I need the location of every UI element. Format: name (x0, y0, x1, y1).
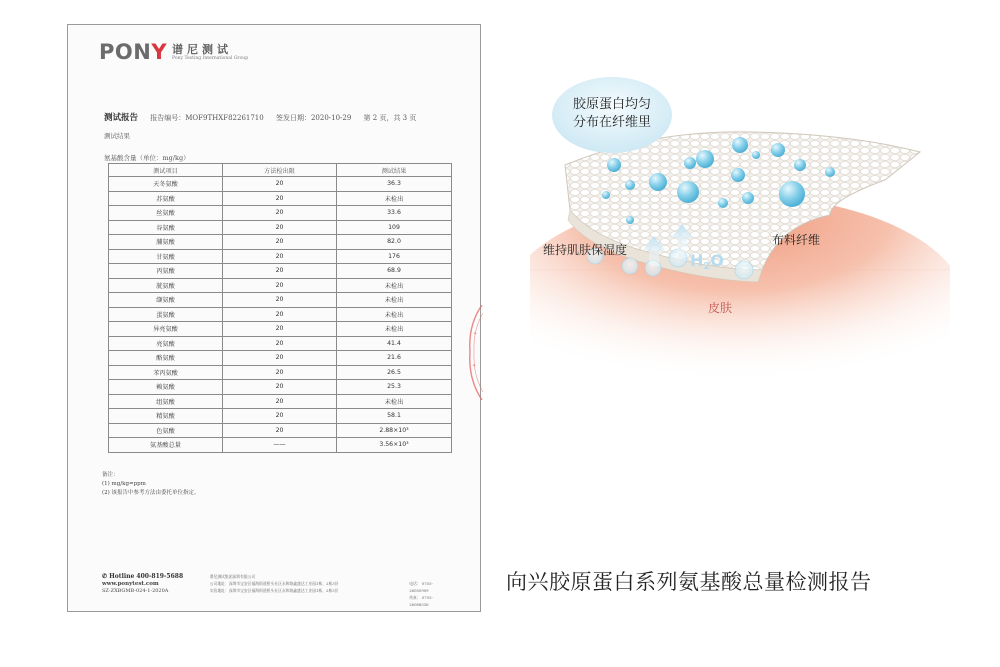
table-row (109, 409, 452, 424)
table-row (109, 264, 452, 279)
cell-limit: 20 (223, 307, 337, 322)
cell-limit: 20 (223, 206, 337, 221)
cell-limit: 20 (223, 409, 337, 424)
cell-limit: 20 (223, 394, 337, 409)
table-row (109, 177, 452, 192)
cell-result: 176 (337, 249, 452, 264)
cell-result: 未检出 (337, 307, 452, 322)
table-header-row (109, 164, 452, 177)
cell-item: 脯氨酸 (109, 235, 223, 250)
cell-item: 胱氨酸 (109, 278, 223, 293)
cell-item: 天冬氨酸 (109, 177, 223, 192)
cell-item: 赖氨酸 (109, 380, 223, 395)
company-name: 谱尼测试集团深圳有限公司 (209, 574, 256, 579)
cell-result: 33.6 (337, 206, 452, 221)
cell-result: 未检出 (337, 394, 452, 409)
table-row (109, 249, 452, 264)
cell-limit: —— (223, 438, 337, 453)
cell-limit: 20 (223, 380, 337, 395)
cell-item: 丝氨酸 (109, 206, 223, 221)
document-code: SZ-ZXBGMB-024-1-2020A (102, 588, 169, 594)
cell-result: 未检出 (337, 191, 452, 206)
cell-limit: 20 (223, 249, 337, 264)
cell-result: 未检出 (337, 293, 452, 308)
cell-result: 未检出 (337, 322, 452, 337)
report-title: 测试报告 (104, 113, 139, 123)
note-method: (2) 该报告中参考方法由委托单位指定。 (102, 490, 200, 496)
cell-limit: 20 (223, 293, 337, 308)
moisture-label: 维持肌肤保湿度 (543, 243, 628, 257)
callout-text-line1: 胶原蛋白均匀 (572, 97, 652, 112)
report-notes (102, 471, 200, 498)
cell-limit: 20 (223, 177, 337, 192)
table-row (109, 423, 452, 438)
cell-item: 氨基酸总量 (109, 438, 223, 453)
svg-text:✦: ✦ (472, 363, 477, 369)
logo-subtitle (172, 44, 248, 62)
cell-limit: 20 (223, 191, 337, 206)
hotline: ✆ Hotline 400-819-5688 (102, 573, 184, 580)
table-row (109, 293, 452, 308)
table-row (109, 380, 452, 395)
table-caption: 氨基酸含量（单位：mg/kg） (104, 154, 190, 162)
cell-result: 3.56×10³ (337, 438, 452, 453)
table-row (109, 235, 452, 250)
cell-result: 21.6 (337, 351, 452, 366)
phone-icon: ✆ (102, 573, 108, 580)
column-header: 方法检出限 (223, 164, 337, 177)
h2o-label: H2O (690, 251, 724, 272)
table-row (109, 191, 452, 206)
fax: 传真： 0755-26068536 (409, 595, 433, 607)
cell-item: 丙氨酸 (109, 264, 223, 279)
note-unit: (1) mg/kg=ppm (102, 481, 146, 487)
cell-result: 82.0 (337, 235, 452, 250)
report-header (104, 111, 444, 123)
logo-english: Pony Testing International Group (172, 55, 249, 61)
website: www.ponytest.com (102, 580, 159, 587)
table-row (109, 438, 452, 453)
test-report-document (67, 24, 481, 612)
cell-item: 苯丙氨酸 (109, 365, 223, 380)
table-row (109, 365, 452, 380)
cell-item: 甘氨酸 (109, 249, 223, 264)
telephone: 电话： 0755-26050909 (409, 581, 433, 593)
section-title: 测试结果 (104, 132, 130, 140)
cell-result: 26.5 (337, 365, 452, 380)
callout-text-line2: 分布在纤维里 (572, 115, 652, 130)
cell-item: 苏氨酸 (109, 191, 223, 206)
svg-text:✦: ✦ (473, 331, 478, 337)
report-caption: 向兴胶原蛋白系列氨基酸总量检测报告 (506, 570, 872, 594)
table-row (109, 322, 452, 337)
report-number: 报告编号：MOF9THXF82261710 (150, 114, 264, 122)
seal-stamp-icon (464, 305, 484, 400)
cell-limit: 20 (223, 322, 337, 337)
page-indicator: 第 2 页，共 3 页 (363, 114, 417, 122)
cell-result: 109 (337, 220, 452, 235)
table-row (109, 278, 452, 293)
cell-item: 蛋氨酸 (109, 307, 223, 322)
cell-item: 谷氨酸 (109, 220, 223, 235)
pony-logo (99, 42, 248, 63)
fabric-label: 布料纤维 (772, 233, 821, 247)
cell-item: 酪氨酸 (109, 351, 223, 366)
cell-item: 异亮氨酸 (109, 322, 223, 337)
cell-limit: 20 (223, 278, 337, 293)
table-row (109, 394, 452, 409)
cell-result: 58.1 (337, 409, 452, 424)
cell-result: 25.3 (337, 380, 452, 395)
cell-result: 2.88×10³ (337, 423, 452, 438)
collagen-fabric-illustration (530, 70, 950, 400)
cell-limit: 20 (223, 365, 337, 380)
issue-date: 签发日期：2020-10-29 (275, 114, 352, 122)
table-row (109, 307, 452, 322)
cell-limit: 20 (223, 235, 337, 250)
cell-result: 68.9 (337, 264, 452, 279)
table-row (109, 336, 452, 351)
logo-chinese: 谱尼测试 (172, 42, 233, 56)
cell-result: 未检出 (337, 278, 452, 293)
cell-result: 36.3 (337, 177, 452, 192)
cell-item: 缬氨酸 (109, 293, 223, 308)
cell-limit: 20 (223, 423, 337, 438)
column-header: 测试结果 (337, 164, 452, 177)
cell-limit: 20 (223, 220, 337, 235)
amino-acid-table (108, 163, 452, 453)
report-footer (102, 573, 452, 608)
cell-item: 亮氨酸 (109, 336, 223, 351)
cell-result: 41.4 (337, 336, 452, 351)
logo-wordmark: PONY (99, 40, 168, 64)
skin-label: 皮肤 (707, 301, 733, 315)
table-row (109, 206, 452, 221)
cell-item: 组氨酸 (109, 394, 223, 409)
table-row (109, 351, 452, 366)
table-row (109, 220, 452, 235)
cell-item: 色氨酸 (109, 423, 223, 438)
cell-limit: 20 (223, 351, 337, 366)
cell-item: 精氨酸 (109, 409, 223, 424)
cell-limit: 20 (223, 264, 337, 279)
notes-title: 备注： (102, 472, 119, 478)
cell-limit: 20 (223, 336, 337, 351)
company-address: 公司地址：深圳市宝安区福海街道桥头社区永和路鑫盛达工业园1栋、2栋3层 (209, 581, 339, 586)
lab-address: 实验地址：深圳市宝安区福海街道桥头社区永和路鑫盛达工业园1栋、2栋3层 (209, 588, 339, 593)
column-header: 测试项目 (109, 164, 223, 177)
